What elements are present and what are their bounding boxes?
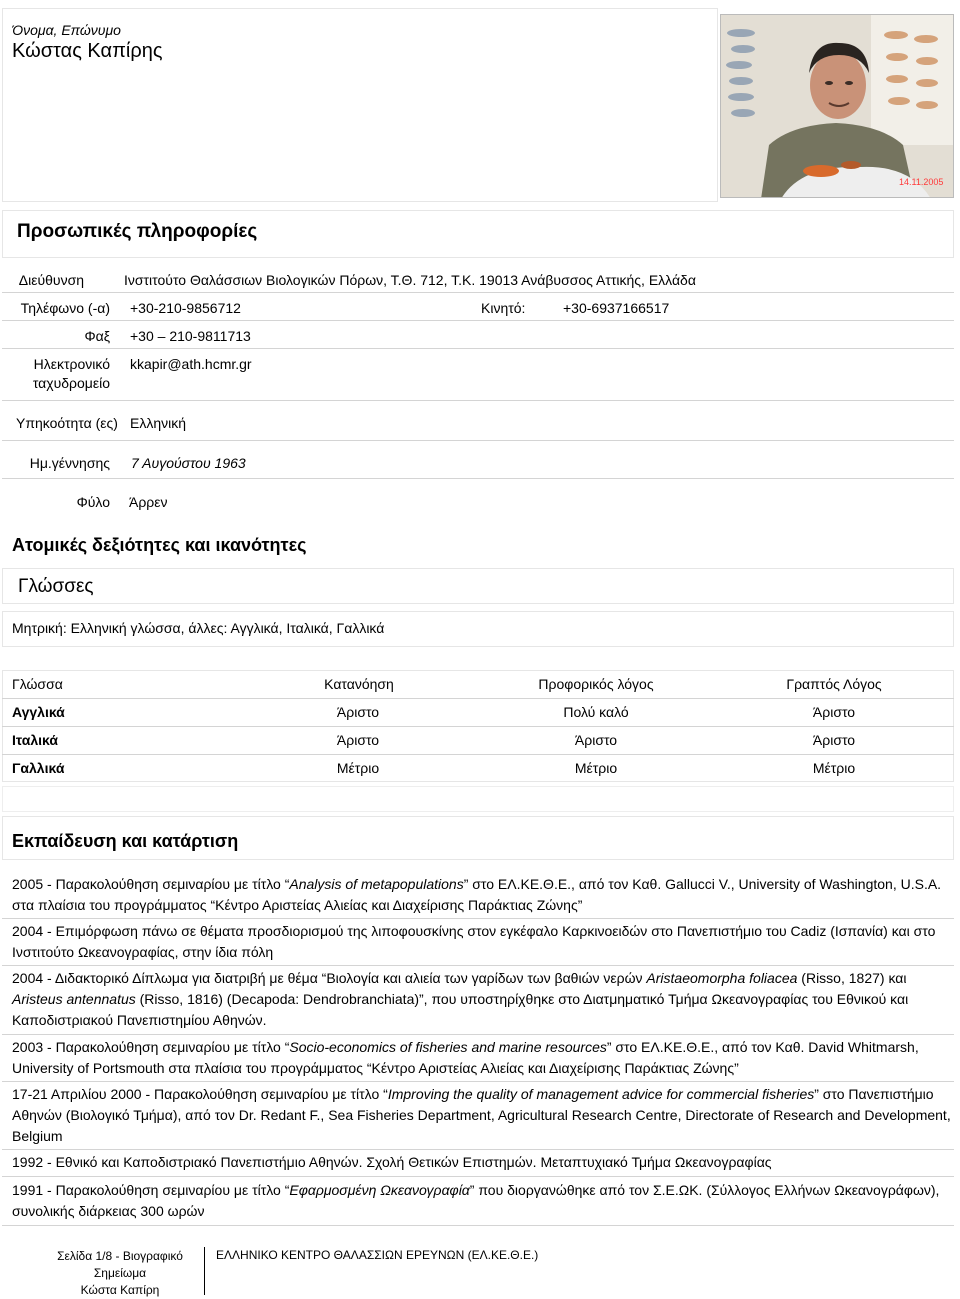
divider: [2, 320, 954, 321]
divider: [2, 1034, 954, 1035]
table-header-speaking: Προφορικός λόγος: [538, 676, 654, 692]
entry-text: 1991 - Παρακολούθηση σεμιναρίου με τίτλο “: [12, 1182, 290, 1198]
mother-tongue-text: Μητρική: Ελληνική γλώσσα, άλλες: Αγγλικά, Ιταλικά, Γαλλικά: [12, 620, 385, 636]
entry-text: 2004 - Επιμόρφωση πάνω σε θέματα προσδιορισμού της λιποφουσκίνης στον εγκέφαλο Καρκινοειδών στο Πανεπιστήμιο του Cadiz (Ισπανία) και στο Ινστιτούτο Ωκεανογραφίας, στην ίδια πόλη: [12, 923, 936, 960]
divider: [2, 1149, 954, 1150]
table-divider: [2, 726, 954, 727]
personal-section-title: Προσωπικές πληροφορίες: [17, 221, 258, 242]
portrait-image: [721, 15, 954, 198]
education-entry: [12, 874, 952, 916]
birthdate-value: 7 Αυγούστου 1963: [131, 455, 246, 471]
divider: [2, 1225, 954, 1226]
entry-text: ” που διοργανώθηκε από τον Σ.Ε.ΩΚ. (Σύλλογος Ελλήνων Ωκεανογράφων), συνολικής διάρκειας 300 ωρών: [12, 1182, 940, 1219]
divider: [2, 400, 954, 401]
divider: [2, 348, 954, 349]
footer-page-info: [40, 1248, 200, 1299]
entry-species: Aristeus antennatus: [12, 991, 136, 1007]
fax-label: Φαξ: [84, 328, 110, 344]
entry-text: 1992 - Εθνικό και Καποδιστριακό Πανεπιστήμιο Αθηνών. Σχολή Θετικών Επιστημών. Μεταπτυχιακό Τμήμα Ωκεανογραφίας: [12, 1154, 772, 1170]
education-section-title: Εκπαίδευση και κατάρτιση: [12, 831, 239, 851]
footer-doc-type: Σημείωμα: [93, 1266, 147, 1280]
entry-text: ” στο ΕΛ.ΚΕ.Θ.Ε., από τον Καθ. Gallucci V., University of Washington, U.S.A. στα πλαίσια του προγράμματος “Κέντρο Αριστείας Αλιείας και Διαχείρισης Παράκτιας Ζώνης”: [12, 876, 942, 913]
table-cell-writing: Άριστο: [812, 704, 856, 720]
table-header-language: Γλώσσα: [12, 676, 63, 692]
gender-label: Φύλο: [76, 494, 110, 510]
skills-section-title: Ατομικές δεξιότητες και ικανότητες: [12, 535, 307, 555]
email-label-line2: ταχυδρομείο: [32, 375, 110, 391]
entry-text: 2003 - Παρακολούθηση σεμιναρίου με τίτλο “: [12, 1039, 290, 1055]
photo-date-stamp: 14.11.2005: [899, 177, 944, 187]
address-value: Ινστιτούτο Θαλάσσιων Βιολογικών Πόρων, Τ.Θ. 712, Τ.Κ. 19013 Ανάβυσσος Αττικής, Ελλάδα: [124, 272, 696, 288]
name-label: Όνομα, Επώνυμο: [12, 22, 121, 38]
address-label: Διεύθυνση: [18, 272, 84, 288]
footer-author: Κώστα Καπίρη: [80, 1283, 160, 1297]
table-row-language: Ιταλικά: [12, 732, 58, 748]
entry-title: Socio-economics of fisheries and marine resources: [289, 1039, 607, 1055]
table-row-language: Γαλλικά: [12, 760, 65, 776]
education-entry: [12, 1037, 952, 1079]
table-cell-speaking: Πολύ καλό: [563, 704, 629, 720]
education-entry: [12, 1180, 952, 1222]
divider: [2, 965, 954, 966]
entry-text: ” στο Πανεπιστήμιο Αθηνών (Βιολογικό Τμήμα), από τον Dr. Redant F., Sea Fisheries Department, Agricultural Research Centre, Directorate of Research and Development, Belgium: [12, 1086, 951, 1144]
education-entry: [12, 1084, 952, 1147]
entry-title: Analysis of metapopulations: [289, 876, 464, 892]
languages-title-box: [2, 568, 954, 604]
mobile-value: +30-6937166517: [563, 300, 670, 316]
education-entry: [12, 968, 952, 1031]
table-cell-understanding: Άριστο: [336, 704, 380, 720]
nationality-label: Υπηκοότητα (ες): [16, 415, 118, 431]
languages-subtitle: Γλώσσες: [18, 576, 94, 597]
divider: [2, 1081, 954, 1082]
divider: [2, 292, 954, 293]
name-value: Κώστας Καπίρης: [12, 40, 163, 62]
table-cell-speaking: Άριστο: [574, 732, 618, 748]
table-cell-understanding: Άριστο: [336, 732, 380, 748]
footer-organization: ΕΛΛΗΝΙΚΟ ΚΕΝΤΡΟ ΘΑΛΑΣΣΙΩΝ ΕΡΕΥΝΩΝ (ΕΛ.ΚΕ.Θ.Ε.): [216, 1248, 539, 1262]
footer-divider: [204, 1247, 205, 1295]
gender-value: Άρρεν: [129, 494, 168, 510]
fax-value: +30 – 210-9811713: [130, 328, 251, 344]
table-header-writing: Γραπτός Λόγος: [786, 676, 882, 692]
entry-species: Aristaeomorpha foliacea: [646, 970, 798, 986]
profile-photo: [720, 14, 954, 198]
divider: [2, 440, 954, 441]
entry-text: 2005 - Παρακολούθηση σεμιναρίου με τίτλο “: [12, 876, 290, 892]
divider: [2, 1176, 954, 1177]
email-label-line1: Ηλεκτρονικό: [33, 356, 110, 372]
table-cell-writing: Μέτριο: [812, 760, 856, 776]
table-divider: [2, 754, 954, 755]
divider: [2, 918, 954, 919]
footer-page-number: Σελίδα 1/8 - Βιογραφικό: [57, 1249, 183, 1263]
phone-label: Τηλέφωνο (-α): [20, 300, 110, 316]
birthdate-label: Ημ.γέννησης: [29, 455, 110, 471]
entry-text: 17-21 Απριλίου 2000 - Παρακολούθηση σεμιναρίου με τίτλο “: [12, 1086, 388, 1102]
table-row-language: Αγγλικά: [12, 704, 65, 720]
entry-text: ” στο ΕΛ.ΚΕ.Θ.Ε., από τον Καθ. David Whitmarsh, University of Portsmouth στα πλαίσια του προγράμματος “Κέντρο Αριστείας Αλιείας και Διαχείρισης Παράκτιας Ζώνης”: [12, 1039, 919, 1076]
table-cell-writing: Άριστο: [812, 732, 856, 748]
nationality-value: Ελληνική: [130, 415, 187, 431]
divider: [2, 478, 954, 479]
education-entry: [12, 1152, 952, 1173]
table-divider: [2, 698, 954, 699]
table-header-understanding: Κατανόηση: [324, 676, 394, 692]
entry-text: 2004 - Διδακτορικό Δίπλωμα για διατριβή με θέμα “Βιολογία και αλιεία των γαρίδων των βαθιών νερών: [12, 970, 647, 986]
table-cell-speaking: Μέτριο: [574, 760, 618, 776]
table-cell-understanding: Μέτριο: [336, 760, 380, 776]
education-entry: [12, 921, 952, 963]
entry-title: Improving the quality of management advice for commercial fisheries: [387, 1086, 815, 1102]
mobile-label: Κινητό:: [481, 300, 526, 316]
phone-value: +30-210-9856712: [130, 300, 241, 316]
email-value[interactable]: kkapir@ath.hcmr.gr: [130, 356, 252, 372]
entry-title: Εφαρμοσμένη Ωκεανογραφία: [289, 1182, 470, 1198]
entry-text: (Risso, 1827) και: [797, 970, 907, 986]
spacer-box: [2, 786, 954, 812]
entry-text: (Risso, 1816) (Decapoda: Dendrobranchiata)”, που υποστηρίχθηκε στο Διατμηματικό Τμήμα Ωκεανογραφίας του Εθνικού και Καποδιστριακού Πανεπιστημίου Αθηνών.: [12, 991, 909, 1028]
